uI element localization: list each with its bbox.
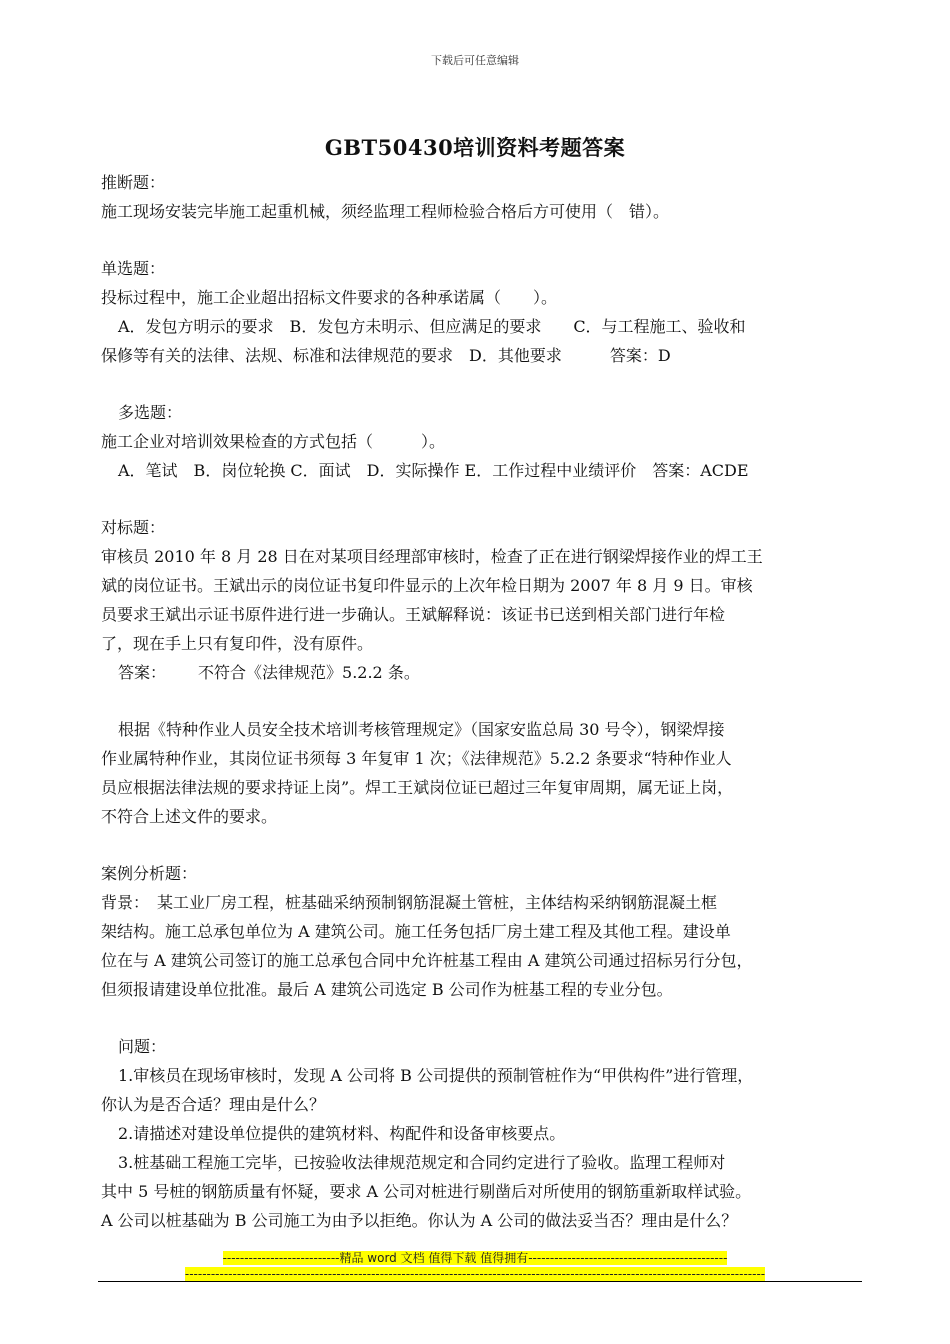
- spacer: [101, 1004, 871, 1032]
- footer-divider: [98, 1281, 862, 1282]
- case-question-line: 2.请描述对建设单位提供的建筑材料、构配件和设备审核要点。: [118, 1124, 566, 1143]
- case-heading: 案例分析题：: [101, 864, 198, 883]
- benchmark-basis-line: 根据《特种作业人员安全技术培训考核管理规定》（国家安监总局 30 号令），钢梁焊接: [118, 720, 725, 739]
- spacer: [101, 370, 871, 398]
- spacer: [101, 226, 871, 254]
- judgment-question: 施工现场安装完毕施工起重机械，须经监理工程师检验合格后方可使用（ 错）。: [101, 202, 670, 221]
- judgment-heading: 推断题：: [101, 173, 166, 192]
- multi-choice-heading: 多选题：: [118, 403, 183, 422]
- benchmark-answer: 不符合《法律规范》5.2.2 条。: [198, 663, 420, 682]
- benchmark-text-line: 了，现在手上只有复印件，没有原件。: [101, 634, 374, 653]
- footer-banner: [0, 1250, 950, 1266]
- spacer: [101, 687, 871, 715]
- case-questions-heading: 问题：: [118, 1037, 167, 1056]
- single-choice-options-cont: 保修等有关的法律、法规、标准和法律规范的要求 D．其他要求 答案：D: [101, 346, 671, 365]
- case-background-line: 架结构。施工总承包单位为 A 建筑公司。施工任务包括厂房土建工程及其他工程。建设单: [101, 922, 731, 941]
- document-title: GBT50430培训资料考题答案: [324, 135, 626, 160]
- footer-dash-line: [0, 1266, 950, 1282]
- case-background-line: 位在与 A 建筑公司签订的施工总承包合同中允许桩基工程由 A 建筑公司通过招标另行分包，: [101, 951, 753, 970]
- spacer: [101, 831, 871, 859]
- multi-choice-options: A．笔试 B．岗位轮换 C．面试 D．实际操作 E．工作过程中业绩评价 答案：ACDE: [118, 461, 749, 480]
- spacer: [101, 485, 871, 513]
- benchmark-basis-line: 员应根据法律法规的要求持证上岗”。焊工王斌岗位证已超过三年复审周期，属无证上岗，: [101, 778, 734, 797]
- benchmark-heading: 对标题：: [101, 518, 166, 537]
- single-choice-options: A．发包方明示的要求 B．发包方未明示、但应满足的要求 C．与工程施工、验收和: [118, 317, 746, 336]
- benchmark-answer-label: 答案：: [118, 663, 167, 682]
- benchmark-text-line: 审核员 2010 年 8 月 28 日在对某项目经理部审核时，检查了正在进行钢梁焊接作业的焊工王: [101, 547, 763, 566]
- footer-dash-text: --------------------------------------------------------------------------------------------------------------------------------------: [184, 1267, 766, 1281]
- benchmark-basis-line: 不符合上述文件的要求。: [101, 807, 278, 826]
- document-body: [101, 168, 871, 1235]
- case-question-line: 1.审核员在现场审核时，发现 A 公司将 B 公司提供的预制管桩作为“甲供构件”进行管理，: [118, 1066, 754, 1085]
- multi-choice-question: 施工企业对培训效果检查的方式包括（ ）。: [101, 432, 446, 451]
- footer-banner-text: ---------------------------精品 word 文档 值得下载 值得拥有----------------------------------------------: [222, 1251, 728, 1265]
- benchmark-basis-line: 作业属特种作业，其岗位证书须每 3 年复审 1 次；《法律规范》5.2.2 条要求“特种作业人: [101, 749, 732, 768]
- benchmark-text-line: 斌的岗位证书。王斌出示的岗位证书复印件显示的上次年检日期为 2007 年 8 月 9 日。审核: [101, 576, 753, 595]
- page-header-note: 下载后可任意编辑: [431, 54, 519, 67]
- single-choice-question: 投标过程中，施工企业超出招标文件要求的各种承诺属（ ）。: [101, 288, 558, 307]
- case-question-line: 其中 5 号桩的钢筋质量有怀疑，要求 A 公司对桩进行剔凿后对所使用的钢筋重新取样试验。: [101, 1182, 752, 1201]
- single-choice-heading: 单选题：: [101, 259, 166, 278]
- benchmark-text-line: 员要求王斌出示证书原件进行进一步确认。王斌解释说：该证书已送到相关部门进行年检: [101, 605, 726, 624]
- case-question-line: A 公司以桩基础为 B 公司施工为由予以拒绝。你认为 A 公司的做法妥当否？理由是什么？: [101, 1211, 738, 1230]
- case-question-line: 你认为是否合适？理由是什么？: [101, 1095, 326, 1114]
- case-background-line: 背景： 某工业厂房工程，桩基础采纳预制钢筋混凝土管桩，主体结构采纳钢筋混凝土框: [101, 893, 718, 912]
- benchmark-answer-line: [101, 658, 871, 687]
- case-question-line: 3.桩基础工程施工完毕，已按验收法律规范规定和合同约定进行了验收。监理工程师对: [118, 1153, 726, 1172]
- case-background-line: 但须报请建设单位批准。最后 A 建筑公司选定 B 公司作为桩基工程的专业分包。: [101, 980, 673, 999]
